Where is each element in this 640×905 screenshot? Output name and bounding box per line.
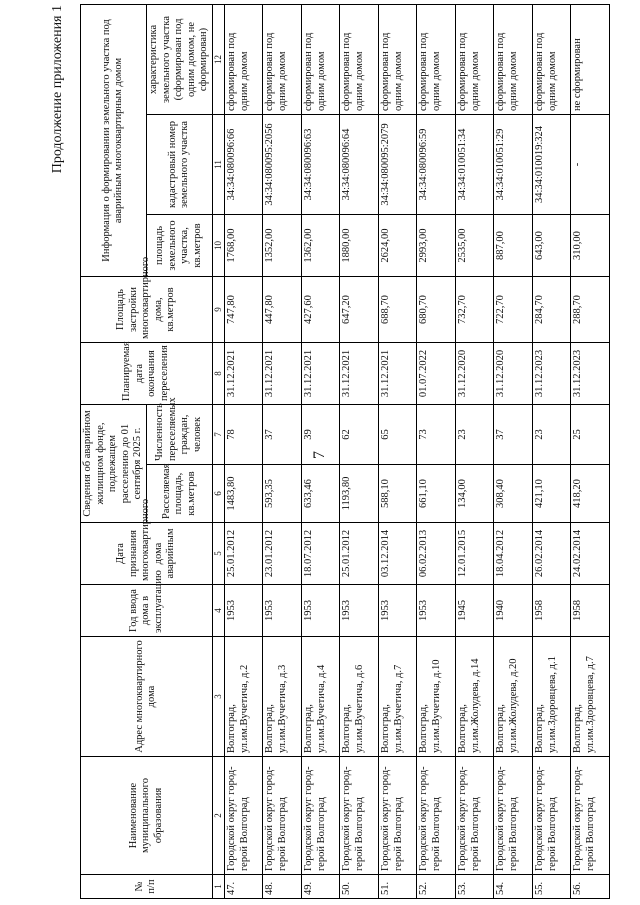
column-number: 9 bbox=[212, 277, 224, 343]
header-build-area: Площадь застройки многоквартирного дома, кв.метров bbox=[81, 277, 213, 343]
header-land-group: Информация о формировании земельного участка под аварийным многоквартирным домом bbox=[81, 4, 147, 276]
column-number: 10 bbox=[212, 215, 224, 277]
cadastral-cell: 34:34:080096:66 bbox=[224, 115, 263, 215]
municipality-cell: Городской округ город-герой Волгоград bbox=[340, 757, 379, 875]
characteristic-cell: сформирован под одним домом bbox=[455, 4, 494, 114]
characteristic-cell: сформирован под одним домом bbox=[224, 4, 263, 114]
area-cell: 418,20 bbox=[571, 465, 610, 523]
area-cell: 134,00 bbox=[455, 465, 494, 523]
residents-cell: 37 bbox=[494, 405, 533, 465]
column-number: 5 bbox=[212, 523, 224, 585]
recognition-date-cell: 25.01.2012 bbox=[340, 523, 379, 585]
municipality-cell: Городской округ город-герой Волгоград bbox=[532, 757, 571, 875]
address-cell: Волгоград, ул.им.Вучетича, д.4 bbox=[301, 637, 340, 757]
row-number-cell: 52. bbox=[417, 875, 456, 899]
header-residents: Численность переселяемых граждан, человек bbox=[146, 405, 212, 465]
build-area-cell: 747,80 bbox=[224, 277, 263, 343]
characteristic-cell: сформирован под одним домом bbox=[301, 4, 340, 114]
address-cell: Волгоград, ул.им.Здоровцева, д.1 bbox=[532, 637, 571, 757]
characteristic-cell: сформирован под одним домом bbox=[494, 4, 533, 114]
municipality-cell: Городской округ город-герой Волгоград bbox=[417, 757, 456, 875]
year-cell: 1958 bbox=[571, 585, 610, 637]
end-date-cell: 31.12.2023 bbox=[571, 343, 610, 405]
address-cell: Волгоград, ул.им.Вучетича, д.7 bbox=[378, 637, 417, 757]
area-cell: 1193,80 bbox=[340, 465, 379, 523]
area-cell: 1483,80 bbox=[224, 465, 263, 523]
build-area-cell: 647,20 bbox=[340, 277, 379, 343]
municipality-cell: Городской округ город-герой Волгоград bbox=[378, 757, 417, 875]
build-area-cell: 427,60 bbox=[301, 277, 340, 343]
end-date-cell: 31.12.2023 bbox=[532, 343, 571, 405]
municipality-cell: Городской округ город-герой Волгоград bbox=[571, 757, 610, 875]
header-year: Год ввода дома в эксплуатацию bbox=[81, 585, 213, 637]
end-date-cell: 01.07.2022 bbox=[417, 343, 456, 405]
column-number: 3 bbox=[212, 637, 224, 757]
build-area-cell: 732,70 bbox=[455, 277, 494, 343]
address-cell: Волгоград, ул.им.Вучетича, д.2 bbox=[224, 637, 263, 757]
cadastral-cell: 34:34:080095:2056 bbox=[263, 115, 302, 215]
row-number-cell: 47. bbox=[224, 875, 263, 899]
recognition-date-cell: 18.04.2012 bbox=[494, 523, 533, 585]
row-number-cell: 53. bbox=[455, 875, 494, 899]
address-cell: Волгоград, ул.им.Вучетича, д.10 bbox=[417, 637, 456, 757]
end-date-cell: 31.12.2021 bbox=[340, 343, 379, 405]
column-number: 1 bbox=[212, 875, 224, 899]
land-area-cell: 1768,00 bbox=[224, 215, 263, 277]
page-number: 7 bbox=[311, 451, 328, 459]
residents-cell: 23 bbox=[532, 405, 571, 465]
header-cadastral: кадастровый номер земельного участка bbox=[146, 115, 212, 215]
municipality-cell: Городской округ город-герой Волгоград bbox=[494, 757, 533, 875]
table-body bbox=[224, 4, 609, 898]
end-date-cell: 31.12.2021 bbox=[378, 343, 417, 405]
land-area-cell: 310,00 bbox=[571, 215, 610, 277]
column-number: 7 bbox=[212, 405, 224, 465]
characteristic-cell: сформирован под одним домом bbox=[417, 4, 456, 114]
land-area-cell: 1880,00 bbox=[340, 215, 379, 277]
municipality-cell: Городской округ город-герой Волгоград bbox=[263, 757, 302, 875]
year-cell: 1953 bbox=[340, 585, 379, 637]
table-row bbox=[340, 4, 379, 898]
table-row bbox=[263, 4, 302, 898]
residents-cell: 37 bbox=[263, 405, 302, 465]
land-area-cell: 2993,00 bbox=[417, 215, 456, 277]
municipality-cell: Городской округ город-герой Волгоград bbox=[224, 757, 263, 875]
land-area-cell: 887,00 bbox=[494, 215, 533, 277]
header-address: Адрес многоквартирного дома bbox=[81, 637, 213, 757]
residents-cell: 23 bbox=[455, 405, 494, 465]
column-number: 8 bbox=[212, 343, 224, 405]
cadastral-cell: - bbox=[571, 115, 610, 215]
residents-cell: 78 bbox=[224, 405, 263, 465]
area-cell: 633,46 bbox=[301, 465, 340, 523]
header-area: Расселяемая площадь, кв.метров bbox=[146, 465, 212, 523]
land-area-cell: 2624,00 bbox=[378, 215, 417, 277]
row-number-cell: 48. bbox=[263, 875, 302, 899]
characteristic-cell: сформирован под одним домом bbox=[532, 4, 571, 114]
header-end-date: Планируемая дата окончания переселения bbox=[81, 343, 213, 405]
year-cell: 1953 bbox=[417, 585, 456, 637]
characteristic-cell: не сформирован bbox=[571, 4, 610, 114]
characteristic-cell: сформирован под одним домом bbox=[263, 4, 302, 114]
row-number-cell: 54. bbox=[494, 875, 533, 899]
address-cell: Волгоград, ул.им.Вучетича, д.6 bbox=[340, 637, 379, 757]
recognition-date-cell: 12.01.2015 bbox=[455, 523, 494, 585]
area-cell: 588,10 bbox=[378, 465, 417, 523]
address-cell: Волгоград, ул.им.Жолудева, д.14 bbox=[455, 637, 494, 757]
table-row bbox=[532, 4, 571, 898]
header-municipality: Наименование муниципального образования bbox=[81, 757, 213, 875]
residents-cell: 62 bbox=[340, 405, 379, 465]
recognition-date-cell: 18.07.2012 bbox=[301, 523, 340, 585]
end-date-cell: 31.12.2020 bbox=[494, 343, 533, 405]
area-cell: 661,10 bbox=[417, 465, 456, 523]
land-area-cell: 2535,00 bbox=[455, 215, 494, 277]
recognition-date-cell: 26.02.2014 bbox=[532, 523, 571, 585]
end-date-cell: 31.12.2020 bbox=[455, 343, 494, 405]
residents-cell: 39 bbox=[301, 405, 340, 465]
build-area-cell: 688,70 bbox=[378, 277, 417, 343]
header-characteristic: характеристика земельного участка (сформирован под одним домом, не сформирован) bbox=[146, 4, 212, 114]
column-number-row bbox=[212, 4, 224, 898]
build-area-cell: 284,70 bbox=[532, 277, 571, 343]
cadastral-cell: 34:34:010051:34 bbox=[455, 115, 494, 215]
municipality-cell: Городской округ город-герой Волгоград bbox=[455, 757, 494, 875]
table-row bbox=[378, 4, 417, 898]
residents-cell: 65 bbox=[378, 405, 417, 465]
area-cell: 308,40 bbox=[494, 465, 533, 523]
characteristic-cell: сформирован под одним домом bbox=[340, 4, 379, 114]
address-cell: Волгоград, ул.им.Жолудева, д.20 bbox=[494, 637, 533, 757]
year-cell: 1940 bbox=[494, 585, 533, 637]
table-row bbox=[455, 4, 494, 898]
table-row bbox=[417, 4, 456, 898]
column-number: 4 bbox=[212, 585, 224, 637]
build-area-cell: 680,70 bbox=[417, 277, 456, 343]
column-number: 2 bbox=[212, 757, 224, 875]
cadastral-cell: 34:34:010051:29 bbox=[494, 115, 533, 215]
recognition-date-cell: 03.12.2014 bbox=[378, 523, 417, 585]
appendix-caption: Продолжение приложения 1 bbox=[50, 5, 65, 174]
recognition-date-cell: 06.02.2013 bbox=[417, 523, 456, 585]
end-date-cell: 31.12.2021 bbox=[224, 343, 263, 405]
table-row bbox=[494, 4, 533, 898]
column-number: 12 bbox=[212, 4, 224, 114]
end-date-cell: 31.12.2021 bbox=[263, 343, 302, 405]
cadastral-cell: 34:34:010019:324 bbox=[532, 115, 571, 215]
housing-table-sheet bbox=[80, 5, 610, 899]
residents-cell: 25 bbox=[571, 405, 610, 465]
cadastral-cell: 34:34:080096:59 bbox=[417, 115, 456, 215]
area-cell: 421,10 bbox=[532, 465, 571, 523]
row-number-cell: 55. bbox=[532, 875, 571, 899]
cadastral-cell: 34:34:080095:2079 bbox=[378, 115, 417, 215]
row-number-cell: 56. bbox=[571, 875, 610, 899]
recognition-date-cell: 23.01.2012 bbox=[263, 523, 302, 585]
year-cell: 1958 bbox=[532, 585, 571, 637]
column-number: 11 bbox=[212, 115, 224, 215]
column-number: 6 bbox=[212, 465, 224, 523]
area-cell: 593,35 bbox=[263, 465, 302, 523]
address-cell: Волгоград, ул.им.Вучетича, д.3 bbox=[263, 637, 302, 757]
municipality-cell: Городской округ город-герой Волгоград bbox=[301, 757, 340, 875]
residents-cell: 73 bbox=[417, 405, 456, 465]
year-cell: 1953 bbox=[224, 585, 263, 637]
table-row bbox=[301, 4, 340, 898]
year-cell: 1945 bbox=[455, 585, 494, 637]
row-number-cell: 51. bbox=[378, 875, 417, 899]
build-area-cell: 288,70 bbox=[571, 277, 610, 343]
table-row bbox=[224, 4, 263, 898]
housing-table bbox=[80, 4, 610, 899]
year-cell: 1953 bbox=[301, 585, 340, 637]
recognition-date-cell: 25.01.2012 bbox=[224, 523, 263, 585]
year-cell: 1953 bbox=[263, 585, 302, 637]
end-date-cell: 31.12.2021 bbox=[301, 343, 340, 405]
cadastral-cell: 34:34:080096:64 bbox=[340, 115, 379, 215]
row-number-cell: 49. bbox=[301, 875, 340, 899]
cadastral-cell: 34:34:080096:63 bbox=[301, 115, 340, 215]
header-fund-group: Сведения об аварийном жилищном фонде, подлежащем расселению до 01 сентября 2025 г. bbox=[81, 405, 147, 523]
header-recognition-date: Дата признания многоквартирного дома аварийным bbox=[81, 523, 213, 585]
header-land-area: площадь земельного участка, кв.метров bbox=[146, 215, 212, 277]
land-area-cell: 643,00 bbox=[532, 215, 571, 277]
year-cell: 1953 bbox=[378, 585, 417, 637]
header-num: № п/п bbox=[81, 875, 213, 899]
build-area-cell: 447,80 bbox=[263, 277, 302, 343]
table-row bbox=[571, 4, 610, 898]
recognition-date-cell: 24.02.2014 bbox=[571, 523, 610, 585]
characteristic-cell: сформирован под одним домом bbox=[378, 4, 417, 114]
build-area-cell: 722,70 bbox=[494, 277, 533, 343]
land-area-cell: 1352,00 bbox=[263, 215, 302, 277]
row-number-cell: 50. bbox=[340, 875, 379, 899]
address-cell: Волгоград, ул.им.Здоровцева, д.7 bbox=[571, 637, 610, 757]
land-area-cell: 1362,00 bbox=[301, 215, 340, 277]
